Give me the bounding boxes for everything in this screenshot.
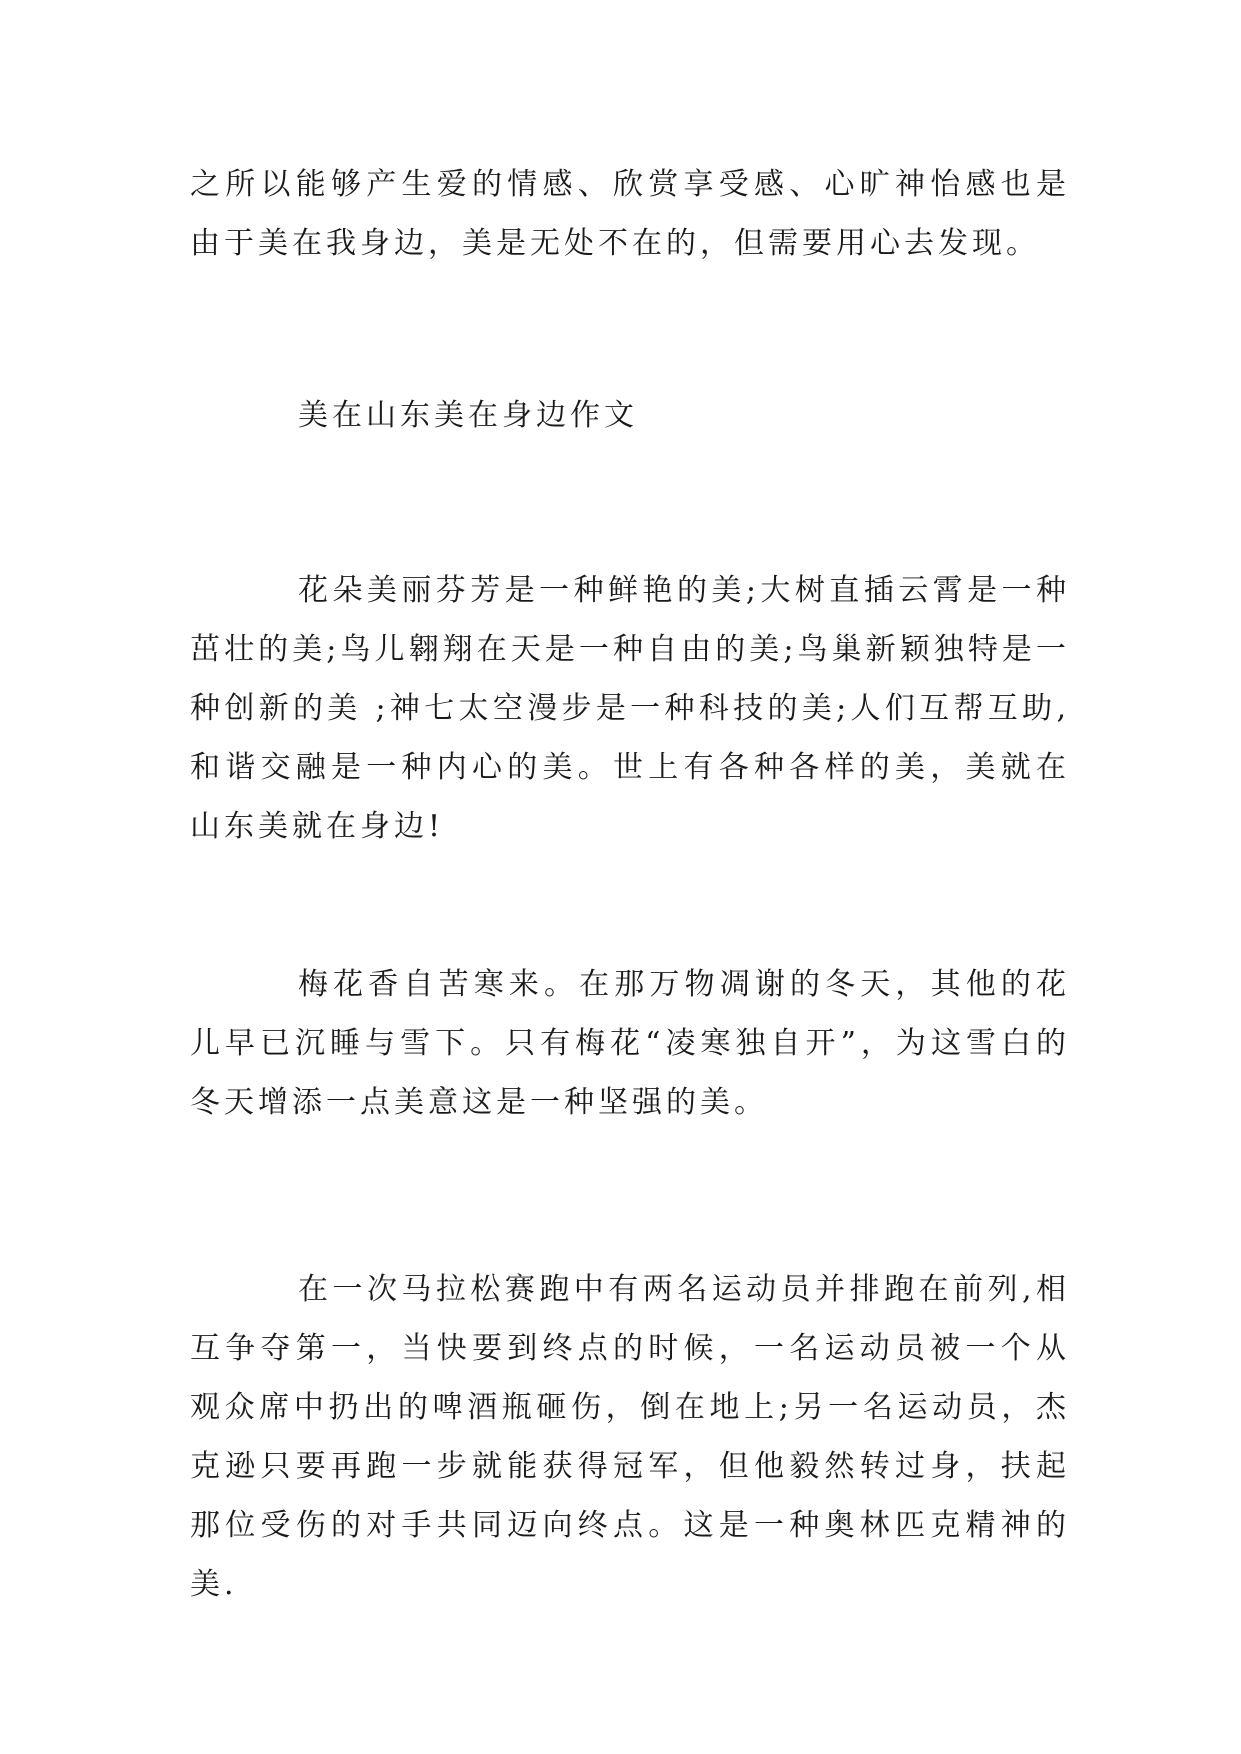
paragraph-plum-blossom: 梅花香自苦寒来。在那万物凋谢的冬天，其他的花儿早已沉睡与雪下。只有梅花“凌寒独自开”，为这雪白的冬天增添一点美意这是一种坚强的美。	[190, 967, 1070, 1120]
paragraph-marathon: 在一次马拉松赛跑中有两名运动员并排跑在前列,相互争夺第一，当快要到终点的时候，一名运动员被一个从观众席中扔出的啤酒瓶砸伤，倒在地上;另一名运动员，杰克逊只要再跑一步就能获得冠军，但他毅然转过身，扶起那位受伤的对手共同迈向终点。这是一种奥林匹克精神的美.	[190, 1272, 1070, 1602]
paragraph-intro: 之所以能够产生爱的情感、欣赏享受感、心旷神怡感也是由于美在我身边，美是无处不在的，但需要用心去发现。	[190, 167, 1070, 261]
paragraph-beauty-examples: 花朵美丽芬芳是一种鲜艳的美;大树直插云霄是一种茁壮的美;鸟儿翱翔在天是一种自由的美;鸟巢新颖独特是一种创新的美 ;神七太空漫步是一种科技的美;人们互帮互助,和谐交融是一种内心的美。世上有各种各样的美，美就在山东美就在身边!	[190, 573, 1070, 844]
essay-title: 美在山东美在身边作文	[298, 398, 638, 433]
